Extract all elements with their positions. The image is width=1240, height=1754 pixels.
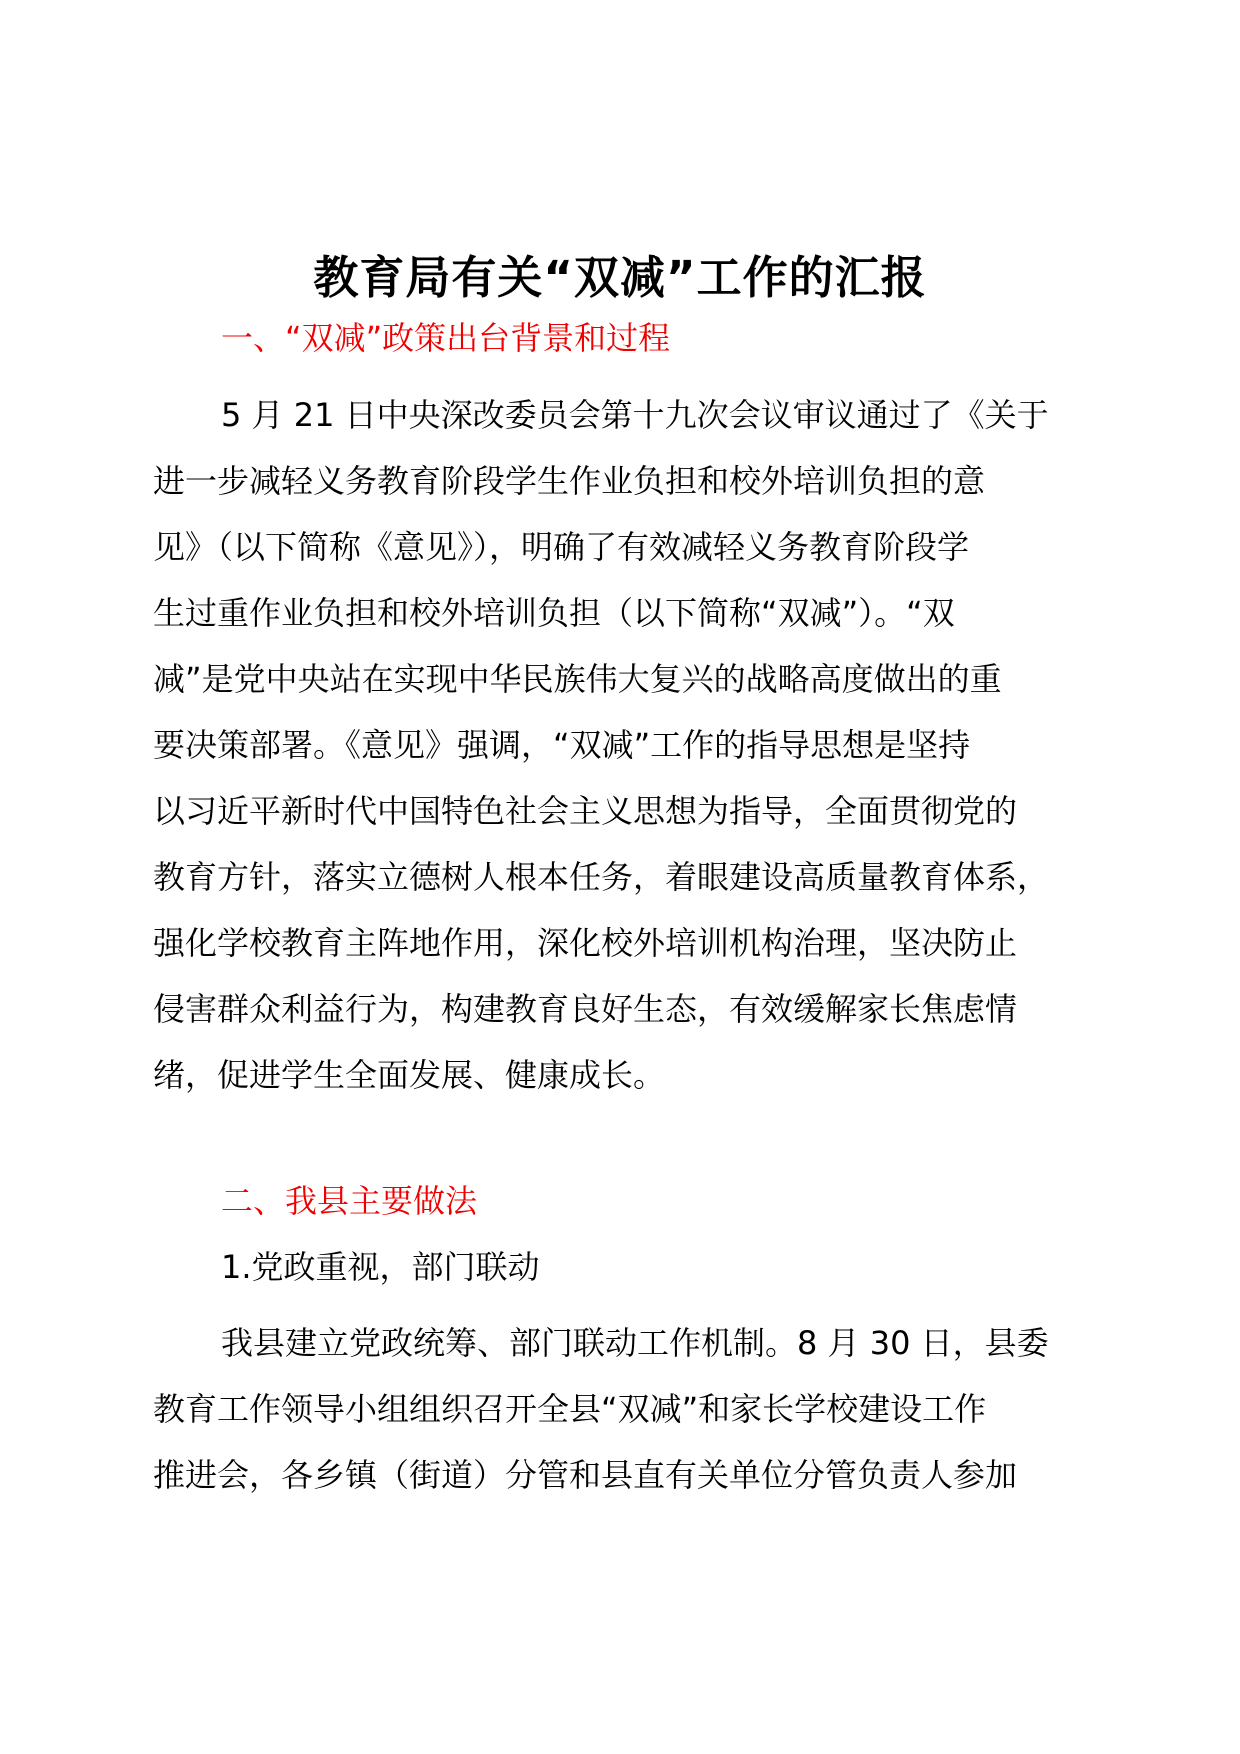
paragraph-line: 推进会，各乡镇（街道）分管和县直有关单位分管负责人参加 xyxy=(153,1456,1018,1494)
paragraph-line: 5 月 21 日中央深改委员会第十九次会议审议通过了《关于 xyxy=(221,396,1049,434)
paragraph-line: 教育方针，落实立德树人根本任务，着眼建设高质量教育体系， xyxy=(153,858,1050,896)
document-title: 教育局有关“双减”工作的汇报 xyxy=(313,251,927,304)
section-2-subheading: 1.党政重视，部门联动 xyxy=(221,1248,540,1286)
section-1-heading: 一、“双减”政策出台背景和过程 xyxy=(221,319,671,357)
paragraph-line: 见》（以下简称《意见》），明确了有效减轻义务教育阶段学 xyxy=(153,528,970,566)
section-1-paragraph xyxy=(153,382,1088,1108)
paragraph-line: 我县建立党政统筹、部门联动工作机制。8 月 30 日，县委 xyxy=(221,1324,1049,1362)
paragraph-line: 侵害群众利益行为，构建教育良好生态，有效缓解家长焦虑情 xyxy=(153,990,1018,1028)
section-2-heading: 二、我县主要做法 xyxy=(221,1182,478,1220)
paragraph-line: 强化学校教育主阵地作用，深化校外培训机构治理，坚决防止 xyxy=(153,924,1018,962)
paragraph-line: 绪，促进学生全面发展、健康成长。 xyxy=(153,1056,666,1094)
paragraph-line: 教育工作领导小组组织召开全县“双减”和家长学校建设工作 xyxy=(153,1390,987,1428)
paragraph-line: 要决策部署。《意见》强调，“双减”工作的指导思想是坚持 xyxy=(153,726,971,764)
paragraph-line: 进一步减轻义务教育阶段学生作业负担和校外培训负担的意 xyxy=(153,462,986,500)
paragraph-line: 生过重作业负担和校外培训负担（以下简称“双减”）。“双 xyxy=(153,594,955,632)
section-2-paragraph xyxy=(153,1310,1088,1508)
paragraph-line: 以习近平新时代中国特色社会主义思想为指导，全面贯彻党的 xyxy=(153,792,1018,830)
paragraph-line: 减”是党中央站在实现中华民族伟大复兴的战略高度做出的重 xyxy=(153,660,1002,698)
